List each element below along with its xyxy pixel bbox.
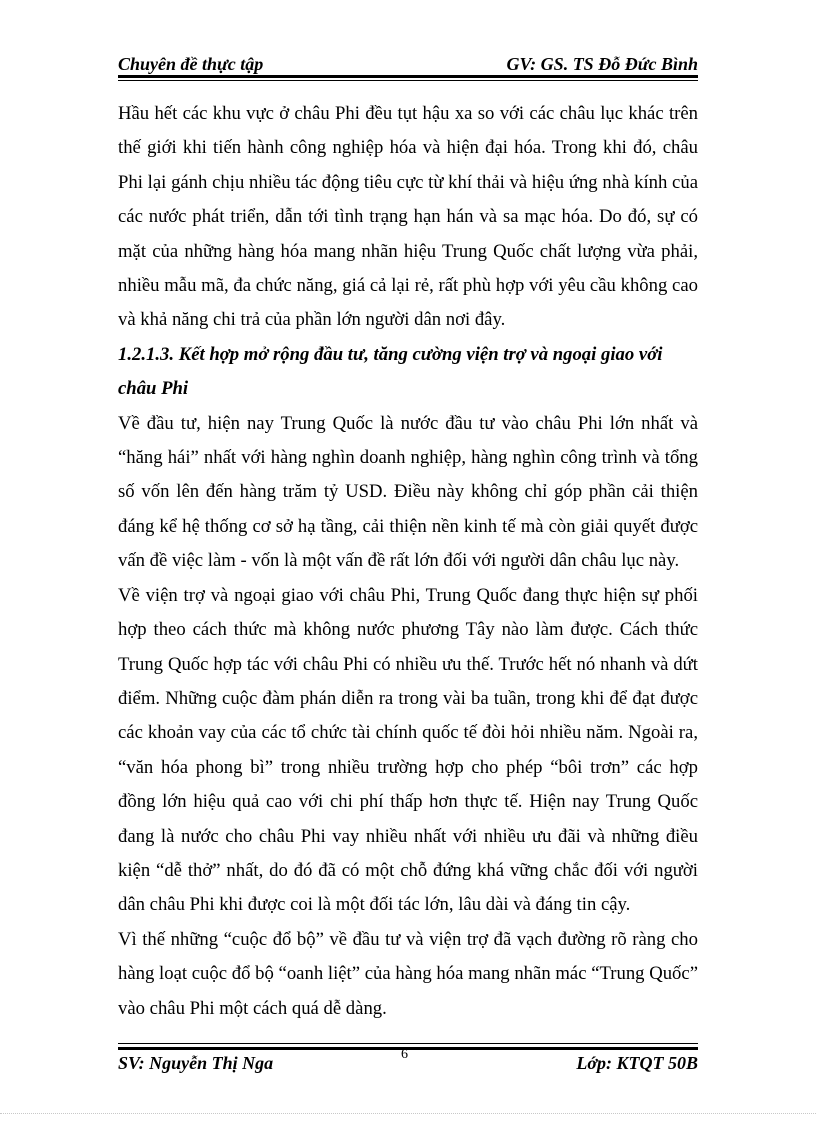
section-heading: 1.2.1.3. Kết hợp mở rộng đầu tư, tăng cường viện trợ và ngoại giao với châu Phi: [118, 343, 663, 400]
page-header: [118, 48, 698, 78]
header-rule-thick: [118, 75, 698, 78]
paragraph-3: Về viện trợ và ngoại giao với châu Phi, Trung Quốc đang thực hiện sự phối hợp theo cách thức mà không nước phương Tây nào làm được. Cách thức Trung Quốc hợp tác với châu Phi có nhiều ưu thế. Trước hết nó nhanh và dứt điểm. Những cuộc đàm phán diễn ra trong vài ba tuần, trong khi để đạt được các khoản vay của các tổ chức tài chính quốc tế đòi hỏi nhiều năm. Ngoài ra, “văn hóa phong bì” trong nhiều trường hợp cho phép “bôi trơn” các hợp đồng lớn hiệu quả cao với chi phí thấp hơn thực tế. Hiện nay Trung Quốc đang là nước cho châu Phi vay nhiều nhất với nhiều ưu đãi và những điều kiện “dễ thở” nhất, do đó đã có một chỗ đứng khá vững chắc đối với người dân châu Phi khi được coi là một đối tác lớn, lâu dài và đáng tin cậy.: [118, 584, 698, 916]
footer-class: Lớp: KTQT 50B: [576, 1053, 698, 1073]
header-course-title: Chuyên đề thực tập: [118, 54, 264, 74]
page-edge-divider: [0, 1113, 816, 1114]
footer-student-name: SV: Nguyễn Thị Nga: [118, 1053, 274, 1073]
page-number: 6: [401, 1047, 408, 1062]
page-footer: [118, 1043, 698, 1077]
footer-rule-thick: [118, 1047, 698, 1050]
header-instructor: GV: GS. TS Đỗ Đức Bình: [506, 54, 698, 74]
paragraph-2: Về đầu tư, hiện nay Trung Quốc là nước đầu tư vào châu Phi lớn nhất và “hăng hái” nhất với hàng nghìn doanh nghiệp, hàng nghìn công trình và tổng số vốn lên đến hàng trăm tỷ USD. Điều này không chỉ góp phần cải thiện đáng kể hệ thống cơ sở hạ tầng, cải thiện nền kinh tế mà còn giải quyết được vấn đề việc làm - vốn là một vấn đề rất lớn đối với người dân châu lục này.: [118, 412, 698, 572]
footer-rule-thin: [118, 1043, 698, 1044]
paragraph-4: Vì thế những “cuộc đổ bộ” về đầu tư và viện trợ đã vạch đường rõ ràng cho hàng loạt cuộc đổ bộ “oanh liệt” của hàng hóa mang nhãn mác “Trung Quốc” vào châu Phi một cách quá dễ dàng.: [118, 928, 698, 1019]
paragraph-1: Hầu hết các khu vực ở châu Phi đều tụt hậu xa so với các châu lục khác trên thế giới khi tiến hành công nghiệp hóa và hiện đại hóa. Trong khi đó, châu Phi lại gánh chịu nhiều tác động tiêu cực từ khí thải và hiệu ứng nhà kính của các nước phát triển, dẫn tới tình trạng hạn hán và sa mạc hóa. Do đó, sự có mặt của những hàng hóa mang nhãn hiệu Trung Quốc chất lượng vừa phải, nhiều mẫu mã, đa chức năng, giá cả lại rẻ, rất phù hợp với yêu cầu không cao và khả năng chi trả của phần lớn người dân nơi đây.: [118, 103, 698, 331]
document-body: [118, 97, 698, 1026]
header-rule-thin: [118, 80, 698, 81]
